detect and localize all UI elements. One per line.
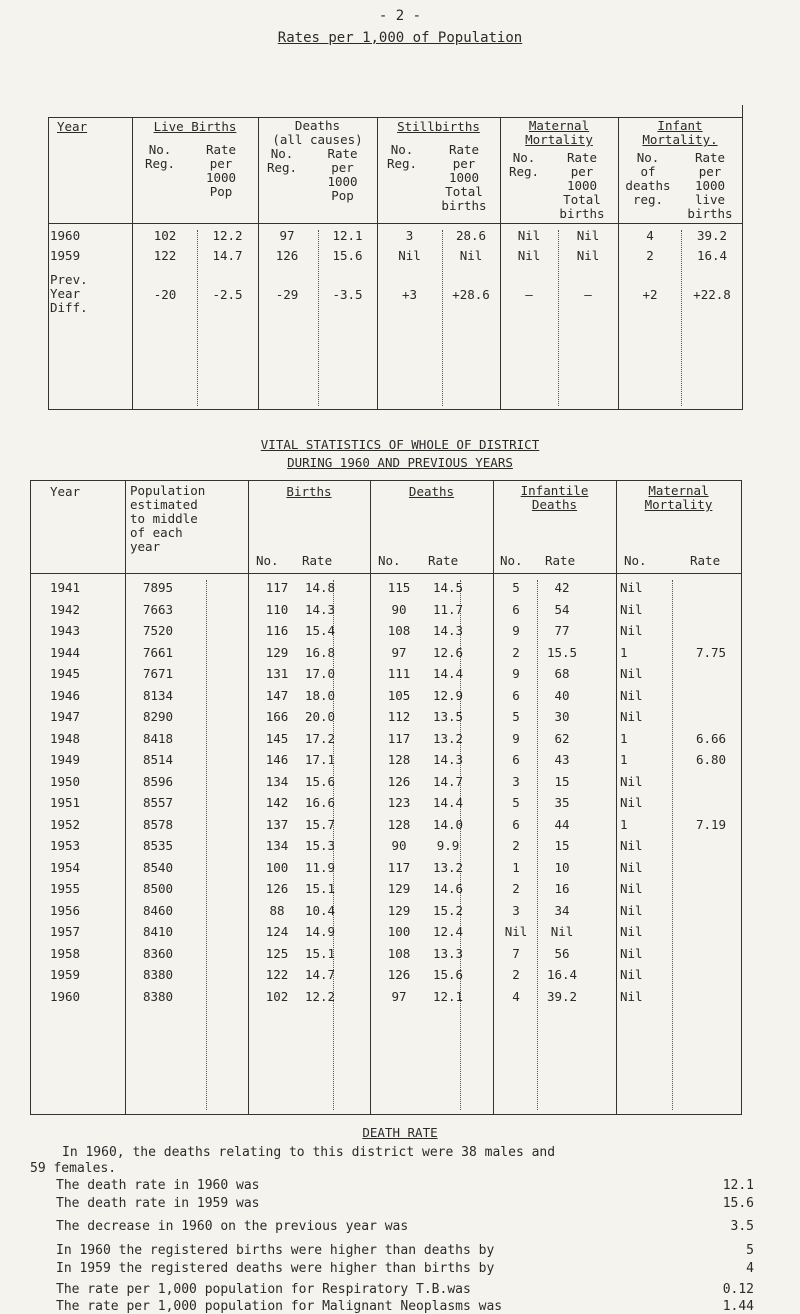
t2-cell-b-no: 142 (265, 795, 289, 810)
page-number: - 2 - (378, 8, 422, 24)
t2-cell-i-no: 2 (512, 644, 520, 660)
t2-cell-d-no: 108 (387, 623, 411, 638)
t2-cell-pop: 8380 (142, 988, 174, 1004)
t2-cell-b-no: 88 (269, 902, 285, 918)
t2-header-population: Population estimated to middle of each year (130, 483, 206, 554)
t1-cell-year: 1960 (50, 228, 81, 243)
fact-text: In 1960 the registered births were higher than deaths by (56, 1243, 495, 1258)
t2-cell-i-no: 9 (512, 623, 520, 638)
t2-cell-b-no: 122 (265, 967, 289, 982)
t2-cell-d-rate: 12.6 (432, 644, 464, 660)
t2-cell-year: 1951 (49, 795, 81, 810)
t1-header-d-no: No. Reg. (266, 146, 298, 175)
t2-cell-d-no: 117 (387, 730, 411, 746)
t2-cell-b-rate: 18.0 (304, 687, 336, 703)
t2-cell-b-rate: 14.3 (304, 601, 336, 617)
t1-header-m-rate: Rate per 1000 Total births (559, 150, 605, 221)
t1-cell: 15.6 (332, 248, 363, 263)
t2-cell-year: 1948 (49, 730, 81, 746)
t2-cell-i-rate: 35 (554, 795, 570, 810)
t2-cell-i-rate: 16 (554, 881, 570, 896)
t2-cell-pop: 8418 (142, 730, 174, 746)
t2-cell-year: 1947 (49, 709, 81, 724)
t2-cell-b-no: 166 (265, 709, 289, 724)
death-rate-intro-2: 59 females. (30, 1161, 117, 1176)
t1-cell: — (584, 287, 592, 302)
page-title: Rates per 1,000 of Population (277, 30, 523, 46)
t2-cell-m-no: 1 (620, 816, 628, 832)
t2-cell-b-no: 131 (265, 666, 289, 681)
t2-cell-d-no: 128 (387, 816, 411, 832)
t2-cell-b-no: 117 (265, 580, 289, 595)
t2-cell-i-rate: 10 (554, 859, 570, 875)
t2-cell-d-no: 100 (387, 924, 411, 939)
t2-cell-pop: 8557 (142, 795, 174, 810)
death-rate-title: DEATH RATE (362, 1125, 438, 1140)
t1-cell: 3 (405, 228, 414, 243)
t1-header-i-rate: Rate per 1000 live births (687, 150, 733, 221)
t1-header-deaths: Deaths (all causes) (272, 118, 363, 147)
t2-cell-d-no: 126 (387, 967, 411, 982)
t2-cell-d-rate: 12.4 (432, 924, 464, 939)
t2-cell-b-no: 116 (265, 623, 289, 638)
t2-cell-pop: 8500 (142, 881, 174, 896)
fact-value: 4 (746, 1261, 754, 1276)
t2-cell-pop: 8410 (142, 924, 174, 939)
t2-cell-i-no: 3 (512, 773, 520, 789)
t2-cell-i-rate: 39.2 (546, 988, 578, 1004)
t1-header-live-births: Live Births (153, 119, 237, 134)
t2-cell-year: 1954 (49, 859, 81, 875)
t2-cell-d-no: 90 (391, 838, 407, 853)
t1-cell: 2 (646, 248, 654, 263)
t2-header-births: Births (286, 484, 332, 499)
fact-value: 1.44 (722, 1299, 754, 1314)
t2-cell-i-rate: 62 (554, 730, 570, 746)
t2-cell-m-no: Nil (620, 666, 643, 681)
t2-cell-year: 1953 (49, 838, 81, 853)
t2-cell-d-no: 128 (387, 752, 411, 767)
t2-cell-b-no: 146 (265, 752, 289, 767)
t2-cell-b-rate: 15.6 (304, 773, 336, 789)
t2-cell-b-no: 134 (265, 838, 289, 853)
t2-cell-b-rate: 15.7 (304, 816, 336, 832)
t2-cell-b-no: 147 (265, 687, 289, 703)
t1-cell-year: 1959 (50, 248, 81, 263)
t2-cell-i-no: 2 (512, 838, 520, 853)
t2-cell-m-no: 1 (620, 644, 628, 660)
t2-cell-d-rate: 14.6 (432, 881, 464, 896)
t1-cell: Nil (576, 248, 600, 263)
t2-cell-i-no: 3 (512, 902, 520, 918)
t2-cell-i-no: 1 (512, 859, 520, 875)
t1-header-stillbirths: Stillbirths (397, 119, 480, 134)
t2-cell-d-rate: 14.3 (432, 752, 464, 767)
t2-cell-i-no: 7 (512, 945, 520, 961)
t2-cell-year: 1959 (49, 967, 81, 982)
t2-cell-d-rate: 13.2 (432, 730, 464, 746)
t2-cell-pop: 8360 (142, 945, 174, 961)
t2-cell-m-no: Nil (620, 773, 643, 789)
t2-cell-m-rate: 7.75 (695, 644, 727, 660)
t1-cell: 126 (275, 248, 299, 263)
t2-header-no: No. (624, 553, 647, 568)
t2-cell-b-no: 137 (265, 816, 289, 832)
fact-text: In 1959 the registered deaths were higher than births by (56, 1261, 495, 1276)
t2-cell-d-rate: 13.5 (432, 709, 464, 724)
t2-cell-b-rate: 11.9 (304, 859, 336, 875)
t2-cell-i-no: 5 (512, 580, 520, 595)
fact-value: 5 (746, 1243, 754, 1258)
t1-cell: 97 (279, 228, 295, 243)
t2-header-rate: Rate (428, 553, 459, 568)
t2-cell-year: 1957 (49, 924, 81, 939)
t2-cell-b-rate: 16.6 (304, 795, 336, 810)
t2-header-no: No. (256, 553, 279, 568)
fact-text: The rate per 1,000 population for Malignant Neoplasms was (56, 1299, 503, 1314)
t2-cell-i-rate: 30 (554, 709, 570, 724)
t2-cell-d-rate: 14.4 (432, 795, 464, 810)
t2-cell-b-rate: 15.1 (304, 945, 336, 961)
t2-cell-d-rate: 9.9 (436, 838, 460, 853)
t2-cell-b-rate: 14.8 (304, 580, 336, 595)
t2-cell-i-rate: 15.5 (546, 644, 578, 660)
t2-cell-pop: 8596 (142, 773, 174, 789)
t2-cell-m-no: Nil (620, 967, 643, 982)
death-rate-intro-1: In 1960, the deaths relating to this district were 38 males and (62, 1145, 556, 1160)
t1-cell: 39.2 (696, 228, 728, 243)
t2-cell-pop: 8578 (142, 816, 174, 832)
t1-cell: -20 (153, 287, 177, 302)
t2-header-year: Year (50, 484, 81, 499)
t2-cell-m-no: Nil (620, 795, 643, 810)
t2-cell-i-no: 9 (512, 666, 520, 681)
t1-header-sb-no: No. Reg. (386, 142, 418, 171)
t1-cell: +22.8 (693, 287, 731, 302)
t2-cell-b-no: 124 (265, 924, 289, 939)
vital-title: VITAL STATISTICS OF WHOLE OF DISTRICT (260, 437, 540, 452)
t2-cell-m-no: Nil (620, 687, 643, 703)
t2-cell-d-rate: 14.4 (432, 666, 464, 681)
fact-value: 12.1 (722, 1178, 754, 1193)
t1-cell: Nil (517, 228, 541, 243)
t2-cell-i-rate: 40 (554, 687, 570, 703)
t1-cell: 16.4 (696, 248, 728, 263)
t2-cell-d-rate: 14.3 (432, 623, 464, 638)
t2-cell-b-rate: 10.4 (304, 902, 336, 918)
t2-cell-b-no: 126 (265, 881, 289, 896)
t2-cell-m-rate: 7.19 (695, 816, 727, 832)
t2-cell-d-no: 90 (391, 601, 407, 617)
t2-cell-pop: 8514 (142, 752, 174, 767)
t2-cell-i-no: 2 (512, 967, 520, 982)
t2-cell-b-no: 125 (265, 945, 289, 961)
t2-cell-i-no: 6 (512, 752, 520, 767)
t1-cell: -29 (275, 287, 299, 302)
t2-cell-pop: 8540 (142, 859, 174, 875)
t1-header-sb-rate: Rate per 1000 Total births (441, 142, 487, 213)
t2-cell-d-rate: 12.9 (432, 687, 464, 703)
fact-value: 15.6 (722, 1196, 754, 1211)
t2-cell-m-rate: 6.80 (695, 752, 727, 767)
t2-cell-m-no: Nil (620, 601, 643, 617)
t2-cell-b-no: 100 (265, 859, 289, 875)
t1-cell: 14.7 (212, 248, 243, 263)
t2-cell-year: 1946 (49, 687, 81, 703)
t1-cell-year: Prev. Year Diff. (50, 272, 88, 315)
t2-cell-m-no: Nil (620, 945, 643, 961)
t2-cell-pop: 8290 (142, 709, 174, 724)
t2-cell-m-no: Nil (620, 623, 643, 638)
t1-header-i-no: No. of deaths reg. (625, 150, 671, 207)
t2-cell-b-rate: 16.8 (304, 644, 336, 660)
t2-cell-i-rate: 56 (554, 945, 570, 961)
t2-cell-i-rate: 68 (554, 666, 570, 681)
t2-cell-b-no: 145 (265, 730, 289, 746)
t2-cell-b-rate: 17.0 (304, 666, 336, 681)
t1-header-maternal: Maternal Mortality (525, 118, 593, 147)
t2-cell-d-rate: 14.7 (432, 773, 464, 789)
t2-cell-d-rate: 12.1 (432, 988, 464, 1004)
t2-cell-m-no: Nil (620, 580, 643, 595)
t2-cell-pop: 8535 (142, 838, 174, 853)
t2-cell-i-rate: Nil (550, 924, 574, 939)
t1-cell: 12.2 (212, 228, 243, 243)
fact-text: The death rate in 1960 was (56, 1178, 260, 1193)
t2-cell-year: 1952 (49, 816, 81, 832)
t1-cell: 28.6 (455, 228, 487, 243)
t2-cell-pop: 7663 (142, 601, 174, 617)
t2-cell-i-no: 2 (512, 881, 520, 896)
t2-cell-m-no: Nil (620, 838, 643, 853)
t1-header-m-no: No. Reg. (508, 150, 540, 179)
t2-cell-i-rate: 77 (554, 623, 570, 638)
t2-header-rate: Rate (545, 553, 576, 568)
t2-cell-b-no: 110 (265, 601, 289, 617)
t2-cell-d-rate: 13.2 (432, 859, 464, 875)
t1-cell: +3 (401, 287, 418, 302)
t2-cell-b-rate: 17.1 (304, 752, 336, 767)
t2-cell-d-no: 123 (387, 795, 411, 810)
t2-cell-year: 1958 (49, 945, 81, 961)
t1-cell: — (525, 287, 533, 302)
t2-cell-pop: 7671 (142, 666, 174, 681)
t2-header-rate: Rate (690, 553, 721, 568)
t2-cell-year: 1956 (49, 902, 81, 918)
t2-cell-b-rate: 15.1 (304, 881, 336, 896)
t2-cell-d-rate: 15.6 (432, 967, 464, 982)
t2-cell-d-no: 129 (387, 902, 411, 918)
t2-header-rate: Rate (302, 553, 333, 568)
t2-cell-m-rate: 6.66 (695, 730, 727, 746)
t2-cell-pop: 8460 (142, 902, 174, 918)
t1-cell: 4 (646, 228, 654, 243)
t2-cell-d-no: 105 (387, 687, 411, 703)
t1-cell: +28.6 (452, 287, 490, 302)
t2-cell-b-no: 102 (265, 988, 289, 1004)
t2-cell-m-no: 1 (620, 752, 628, 767)
t2-cell-m-no: Nil (620, 709, 643, 724)
t2-cell-i-rate: 34 (554, 902, 570, 918)
t1-header-infant: Infant Mortality. (642, 118, 718, 147)
t2-cell-d-rate: 13.3 (432, 945, 464, 961)
t2-cell-b-rate: 20.0 (304, 709, 336, 724)
t2-cell-year: 1950 (49, 773, 81, 789)
t2-cell-b-rate: 15.3 (304, 838, 336, 853)
fact-text: The death rate in 1959 was (56, 1196, 260, 1211)
t2-header-no: No. (500, 553, 523, 568)
t2-cell-i-no: 4 (512, 988, 520, 1004)
t2-cell-m-no: Nil (620, 988, 643, 1004)
t2-cell-year: 1960 (49, 988, 81, 1004)
fact-value: 0.12 (722, 1282, 754, 1297)
t2-cell-i-no: 9 (512, 730, 520, 746)
t2-cell-b-rate: 12.2 (304, 988, 336, 1004)
t2-cell-year: 1943 (49, 623, 81, 638)
t1-header-year: Year (57, 119, 88, 134)
t2-cell-d-rate: 14.5 (432, 580, 464, 595)
t2-header-maternal: Maternal Mortality (644, 483, 713, 512)
t2-cell-b-no: 134 (265, 773, 289, 789)
t2-cell-d-no: 111 (387, 666, 411, 681)
t1-cell: +2 (642, 287, 658, 302)
t1-cell: Nil (517, 248, 541, 263)
t2-cell-b-rate: 14.9 (304, 924, 336, 939)
t2-cell-i-rate: 43 (554, 752, 570, 767)
t2-cell-pop: 7895 (142, 580, 174, 595)
t2-cell-i-no: 6 (512, 816, 520, 832)
t2-cell-d-no: 117 (387, 859, 411, 875)
t1-header-lb-rate: Rate per 1000 Pop (205, 142, 237, 199)
t2-cell-year: 1944 (49, 644, 81, 660)
t2-cell-year: 1941 (49, 580, 81, 595)
t2-cell-i-no: Nil (504, 924, 528, 939)
t2-cell-i-no: 6 (512, 687, 520, 703)
t1-cell: Nil (576, 228, 600, 243)
t1-header-d-rate: Rate per 1000 Pop (327, 146, 358, 203)
t2-cell-year: 1945 (49, 666, 81, 681)
t1-cell: -2.5 (212, 287, 243, 302)
t2-cell-i-no: 5 (512, 709, 520, 724)
t1-cell: 12.1 (332, 228, 363, 243)
t2-cell-d-rate: 14.0 (432, 816, 464, 832)
t2-cell-m-no: 1 (620, 730, 628, 746)
t2-cell-pop: 8134 (142, 687, 174, 703)
t1-cell: Nil (398, 248, 421, 263)
t2-cell-year: 1955 (49, 881, 81, 896)
t2-cell-pop: 7520 (142, 623, 174, 638)
t2-cell-year: 1942 (49, 601, 81, 617)
t2-cell-i-rate: 44 (554, 816, 570, 832)
t1-cell: 122 (153, 248, 177, 263)
t2-cell-pop: 7661 (142, 644, 174, 660)
t2-cell-d-no: 97 (391, 644, 407, 660)
t2-cell-year: 1949 (49, 752, 81, 767)
t2-cell-d-no: 108 (387, 945, 411, 961)
t2-cell-pop: 8380 (142, 967, 174, 982)
t2-cell-i-rate: 54 (554, 601, 570, 617)
t2-cell-d-rate: 11.7 (432, 601, 464, 617)
t2-header-deaths: Deaths (408, 484, 455, 499)
t2-cell-i-no: 5 (512, 795, 520, 810)
t2-cell-m-no: Nil (620, 881, 643, 896)
t2-cell-b-no: 129 (265, 644, 289, 660)
t2-cell-i-rate: 15 (554, 773, 570, 789)
t2-cell-b-rate: 17.2 (304, 730, 336, 746)
t2-cell-b-rate: 14.7 (304, 967, 336, 982)
t1-header-lb-no: No. Reg. (144, 142, 176, 171)
fact-value: 3.5 (730, 1219, 754, 1234)
t2-cell-d-rate: 15.2 (432, 902, 464, 918)
t2-cell-m-no: Nil (620, 859, 643, 875)
t2-cell-d-no: 112 (387, 709, 411, 724)
t1-cell: Nil (459, 248, 483, 263)
t1-cell: -3.5 (332, 287, 363, 302)
t2-cell-i-rate: 42 (554, 580, 570, 595)
t2-cell-d-no: 97 (391, 988, 407, 1004)
t2-header-no: No. (378, 553, 401, 568)
t2-cell-i-no: 6 (512, 601, 520, 617)
t2-cell-d-no: 129 (387, 881, 411, 896)
vital-subtitle: DURING 1960 AND PREVIOUS YEARS (287, 455, 513, 470)
t2-cell-b-rate: 15.4 (304, 623, 336, 638)
fact-text: The rate per 1,000 population for Respiratory T.B.was (56, 1282, 471, 1297)
t2-cell-i-rate: 16.4 (546, 967, 578, 982)
t2-cell-m-no: Nil (620, 902, 643, 918)
t2-cell-i-rate: 15 (554, 838, 570, 853)
fact-text: The decrease in 1960 on the previous year was (56, 1219, 409, 1234)
t2-cell-m-no: Nil (620, 924, 643, 939)
t1-cell: 102 (153, 228, 177, 243)
t2-cell-d-no: 126 (387, 773, 411, 789)
t2-header-infantile: Infantile Deaths (520, 483, 589, 512)
t2-cell-d-no: 115 (387, 580, 411, 595)
